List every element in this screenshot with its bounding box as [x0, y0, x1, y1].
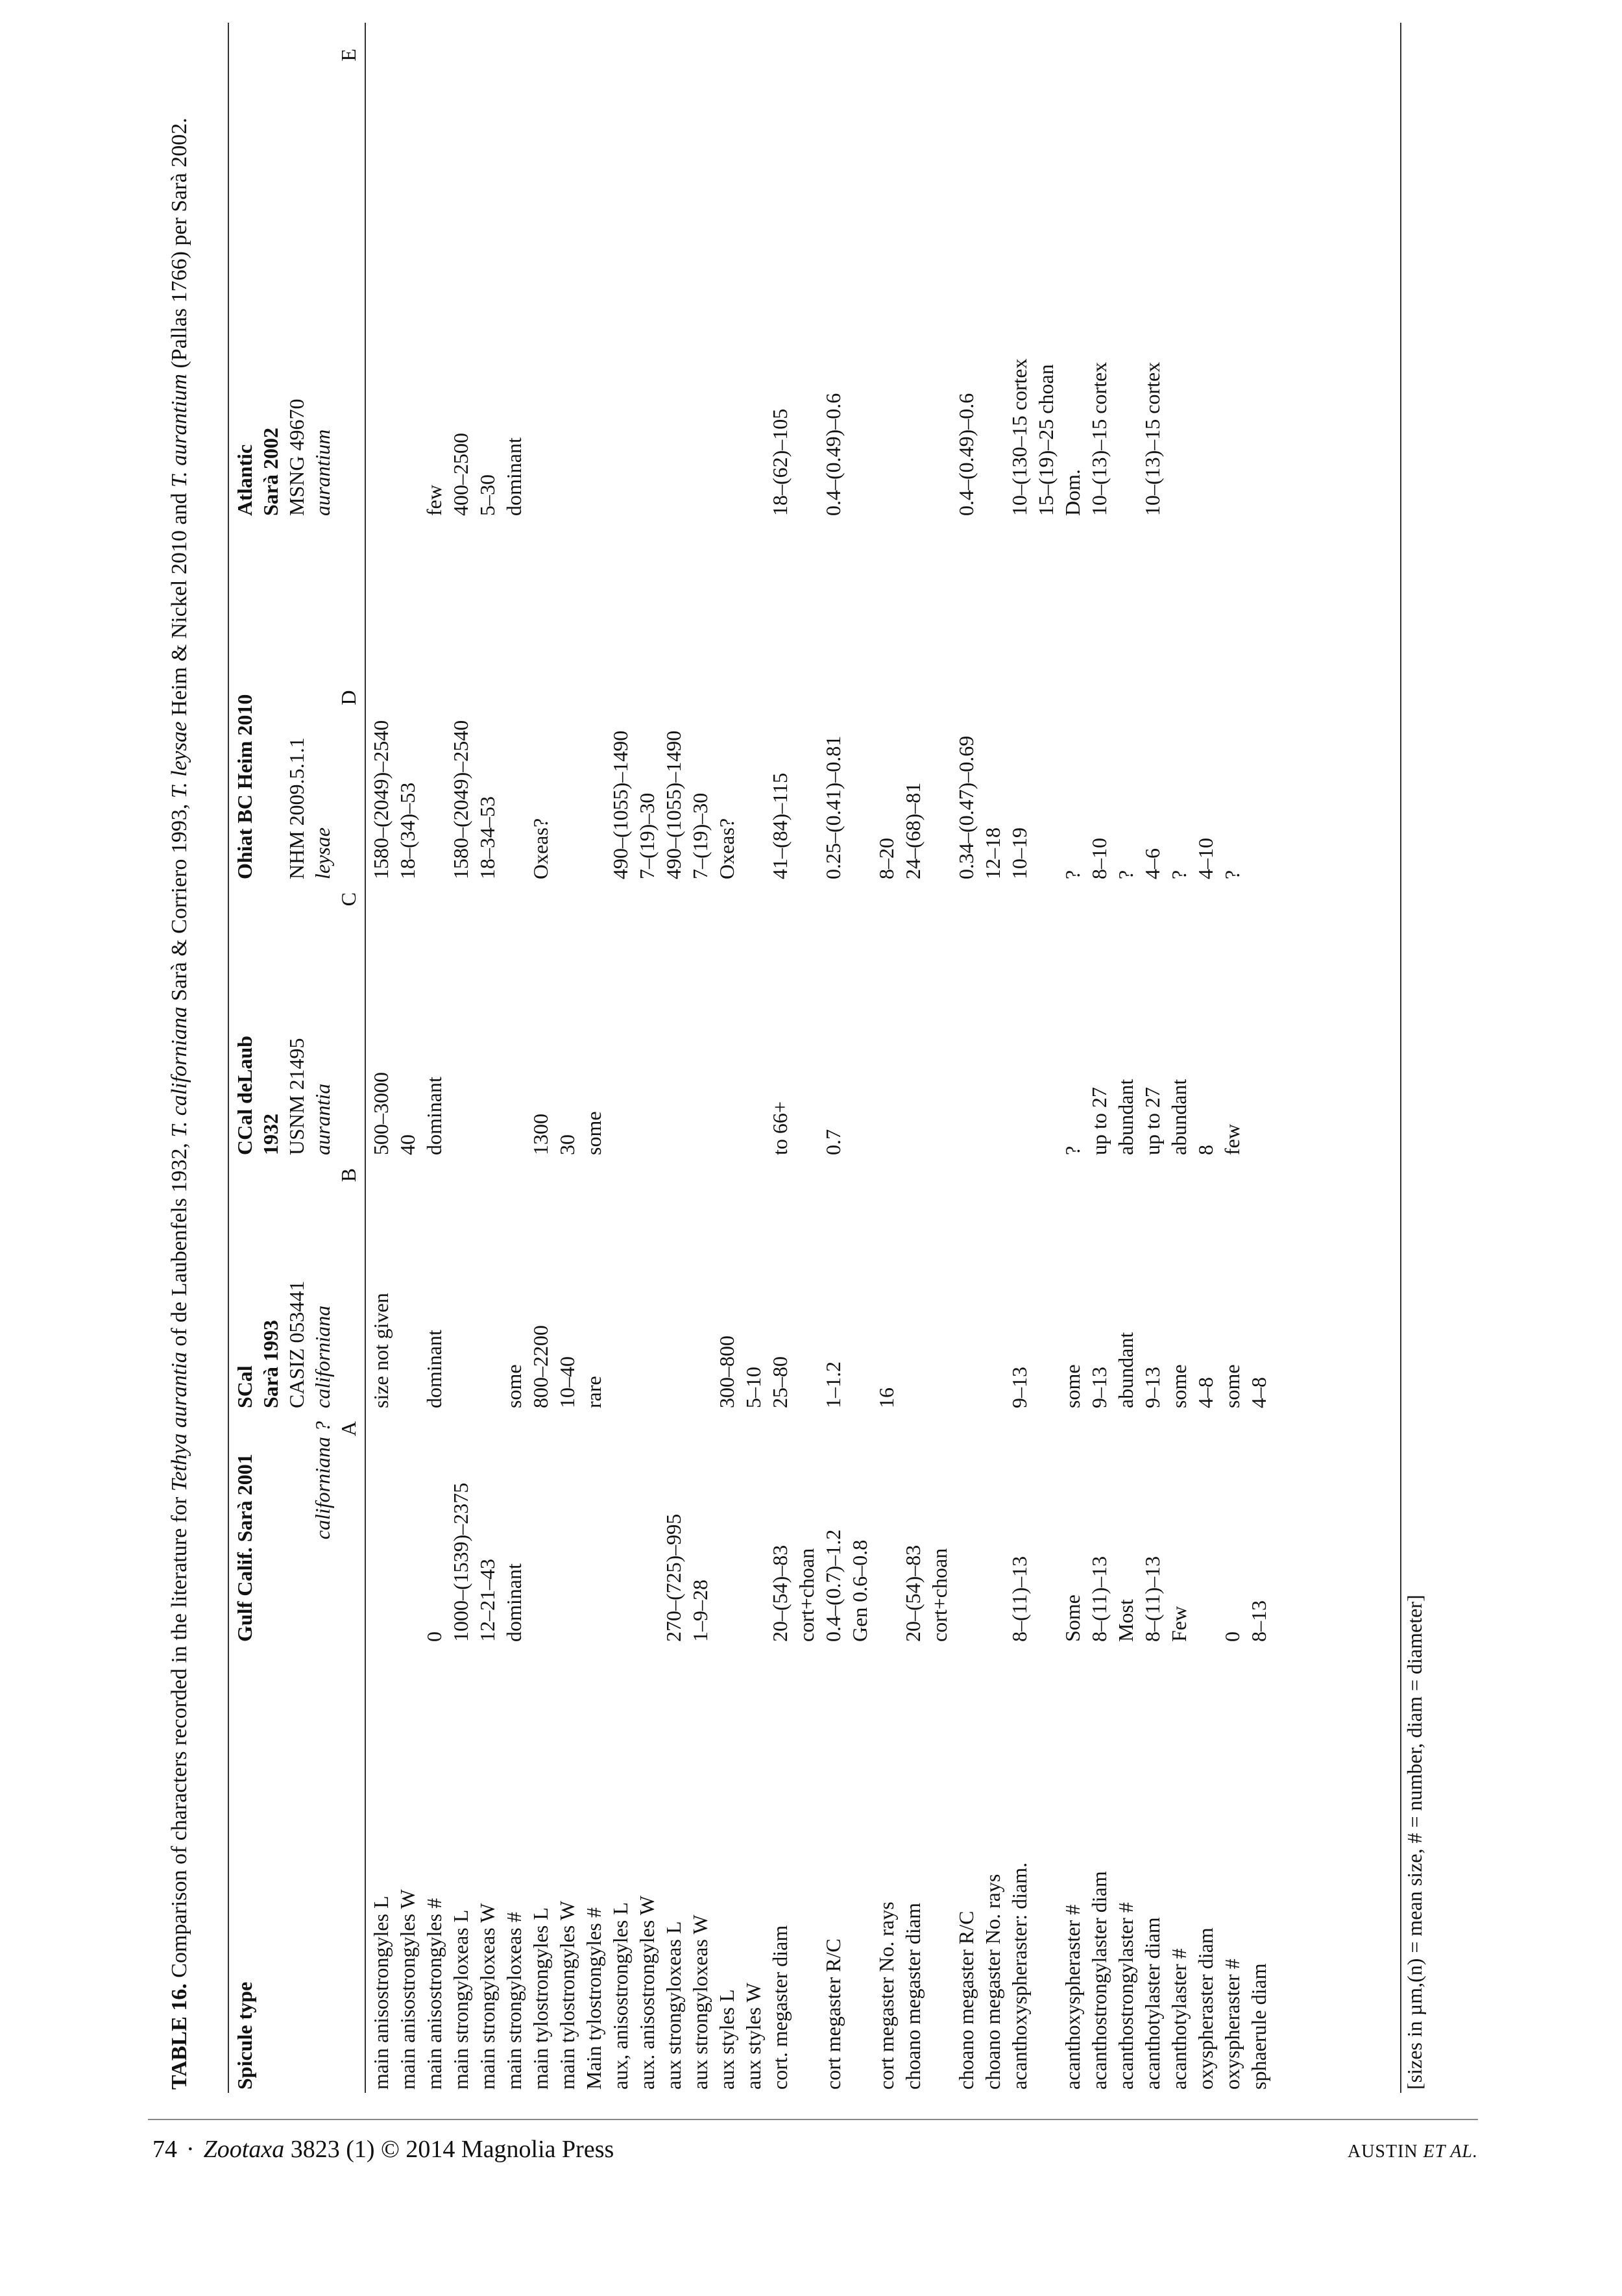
value-cell: 8–(11)–13	[1008, 1556, 1031, 1642]
value-cell	[554, 1408, 581, 1642]
value-cell: 9–13	[1141, 1367, 1164, 1408]
spicule-type-cell: main anisostrongyles L	[369, 1896, 393, 2090]
spicule-type-cell: aux strongyloxeas L	[662, 1921, 685, 2090]
value-cell	[368, 1408, 394, 1642]
spicule-type-cell: cort megaster R/C	[821, 1938, 845, 2090]
value-cell	[873, 36, 900, 516]
value-cell: 20–(54)–83	[901, 1545, 925, 1642]
spicule-type-cell: cort megaster No. rays	[875, 1901, 898, 2090]
value-cell	[554, 516, 581, 879]
value-cell: cort+choan	[795, 1548, 818, 1642]
value-cell: some	[502, 1364, 526, 1408]
value-cell	[714, 36, 740, 516]
value-cell	[474, 879, 501, 1155]
col-taxon-a: californiana ?	[311, 1421, 334, 1540]
table-row	[1246, 36, 1272, 2090]
col-head-c: CCal deLaub	[233, 1035, 256, 1155]
spicule-type-cell: main strongyloxeas W	[476, 1903, 499, 2090]
spicule-type-cell: acanthoxyspheraster #	[1061, 1904, 1084, 2090]
col-taxon-d: leysae	[311, 827, 334, 879]
value-cell	[527, 1408, 554, 1642]
col-head-d-line2	[258, 516, 284, 879]
table-row	[1166, 36, 1192, 2090]
value-cell	[581, 1408, 607, 1642]
value-cell: 40	[396, 1134, 419, 1155]
col-head-b: SCal	[233, 1365, 256, 1408]
value-cell	[1246, 36, 1272, 516]
value-cell: 0.4–(0.49)–0.6	[954, 393, 978, 516]
value-cell: 10–(130–15 cortex	[1008, 358, 1031, 516]
value-cell	[501, 879, 527, 1155]
value-cell: 400–2500	[449, 433, 472, 516]
value-cell	[926, 36, 953, 516]
value-cell: 1580–(2049)–2540	[369, 720, 393, 879]
value-cell	[1033, 1408, 1059, 1642]
value-cell	[607, 36, 634, 516]
value-cell	[1033, 1155, 1059, 1408]
caption-taxon: T. aurantium	[167, 374, 191, 488]
table-row	[394, 36, 421, 2090]
table-row	[740, 36, 767, 2090]
value-cell	[847, 879, 873, 1155]
value-cell: 41–(84)–115	[768, 772, 792, 879]
value-cell	[581, 516, 607, 879]
value-cell: ?	[1220, 870, 1244, 879]
value-cell	[953, 1408, 980, 1642]
value-cell	[394, 1408, 421, 1642]
value-cell: 0.4–(0.49)–0.6	[821, 393, 845, 516]
table-row	[448, 36, 474, 2090]
col-head-d: Ohiat BC Heim 2010	[233, 694, 256, 879]
value-cell: 24–(68)–81	[901, 782, 925, 879]
value-cell	[1166, 36, 1192, 516]
spicule-type-cell: sphaerule diam	[1247, 1963, 1270, 2090]
value-cell	[687, 36, 714, 516]
value-cell	[873, 1408, 900, 1642]
table-row	[581, 36, 607, 2090]
value-cell: ?	[1061, 870, 1084, 879]
value-cell: 0.34–(0.47)–0.69	[954, 735, 978, 879]
col-taxon-b: californiana	[311, 1305, 334, 1408]
bottom-rule	[1400, 23, 1401, 2093]
spicule-type-cell: main tylostrongyles W	[555, 1901, 579, 2090]
value-cell	[448, 1155, 474, 1408]
table-row	[900, 36, 926, 2090]
value-cell: Most	[1114, 1599, 1137, 1642]
value-cell	[634, 1408, 660, 1642]
journal-name: Zootaxa	[203, 2136, 285, 2163]
spicule-type-cell	[1033, 1642, 1059, 2090]
value-cell	[394, 1155, 421, 1408]
value-cell	[900, 1155, 926, 1408]
value-cell: 4–6	[1141, 848, 1164, 879]
col-letter-e: E	[337, 49, 360, 62]
value-cell: 490–(1055)–1490	[609, 730, 632, 879]
value-cell: few	[1220, 1124, 1244, 1155]
value-cell: 5–30	[476, 474, 499, 516]
spicule-type-cell: main tylostrongyles L	[529, 1907, 552, 2090]
value-cell	[793, 36, 820, 516]
value-cell	[687, 879, 714, 1155]
value-cell	[926, 1155, 953, 1408]
caption-text: Sarà & Corriero 1993,	[167, 798, 191, 1007]
value-cell	[607, 1408, 634, 1642]
value-cell: Oxeas?	[715, 818, 738, 879]
value-cell	[1219, 36, 1246, 516]
value-cell	[847, 36, 873, 516]
value-cell: 0.7	[821, 1129, 845, 1155]
value-cell	[793, 879, 820, 1155]
spicule-type-cell: acanthostrongylaster #	[1114, 1902, 1137, 2090]
table-header	[232, 36, 368, 2090]
value-cell: 18–(62)–105	[768, 408, 792, 516]
value-cell	[714, 879, 740, 1155]
table-row	[501, 36, 527, 2090]
value-cell	[634, 1155, 660, 1408]
table-row	[1006, 36, 1033, 2090]
table-row	[980, 36, 1006, 2090]
value-cell: 300–800	[715, 1336, 738, 1408]
spicule-type-cell: choano megaster R/C	[954, 1911, 978, 2090]
value-cell	[953, 879, 980, 1155]
value-cell: 4–8	[1194, 1377, 1217, 1408]
value-cell	[980, 879, 1006, 1155]
spicule-type-cell: main strongyloxeas L	[449, 1909, 472, 2090]
value-cell: some	[582, 1111, 605, 1155]
value-cell: abundant	[1114, 1079, 1137, 1155]
value-cell: some	[1220, 1364, 1244, 1408]
value-cell: 270–(725)–995	[662, 1513, 685, 1642]
value-cell: 8–(11)–13	[1141, 1556, 1164, 1642]
value-cell: 1300	[529, 1114, 552, 1155]
value-cell	[900, 36, 926, 516]
spicule-type-cell	[847, 1642, 873, 2090]
value-cell: 4–10	[1194, 838, 1217, 879]
value-cell	[1246, 516, 1272, 879]
caption-text: Comparison of characters recorded in the literature for	[167, 1491, 191, 1984]
table-row	[474, 36, 501, 2090]
caption-taxon: T. californiana	[167, 1007, 191, 1138]
top-rule	[228, 23, 229, 2093]
footer-rule	[148, 2119, 1478, 2120]
col-letter-c: C	[337, 892, 360, 907]
value-cell: 8–20	[875, 838, 898, 879]
value-cell: 30	[555, 1134, 579, 1155]
col-head-a: Gulf Calif. Sarà 2001	[233, 1454, 256, 1642]
value-cell	[847, 1155, 873, 1408]
value-cell: few	[422, 485, 446, 516]
spicule-type-cell	[793, 1642, 820, 2090]
spicule-type-cell: aux strongyloxeas W	[688, 1914, 712, 2090]
value-cell	[660, 36, 687, 516]
spicule-type-cell: oxyspheraster diam	[1194, 1927, 1217, 2090]
spicule-type-cell: aux styles L	[715, 1989, 738, 2090]
value-cell: 12–21–43	[476, 1559, 499, 1642]
value-cell	[501, 516, 527, 879]
table-row	[554, 36, 581, 2090]
value-cell: 9–13	[1087, 1367, 1111, 1408]
value-cell: Gen 0.6–0.8	[848, 1539, 871, 1642]
value-cell	[554, 36, 581, 516]
spicule-table	[232, 36, 1272, 2090]
spicule-type-cell: main strongyloxeas #	[502, 1912, 526, 2090]
value-cell: 490–(1055)–1490	[662, 730, 685, 879]
value-cell: cort+choan	[928, 1548, 951, 1642]
table-row	[793, 36, 820, 2090]
table-row	[873, 36, 900, 2090]
caption-text: Heim & Nickel 2010 and	[167, 487, 191, 722]
value-cell: dominant	[502, 437, 526, 516]
value-cell: ?	[1061, 1145, 1084, 1155]
value-cell: Few	[1167, 1606, 1191, 1642]
value-cell: 12–18	[981, 827, 1004, 879]
col-taxon-c: aurantia	[311, 1083, 334, 1155]
value-cell: 5–10	[742, 1367, 765, 1408]
value-cell	[607, 1155, 634, 1408]
spicule-type-cell: aux. anisostrongyles W	[635, 1896, 659, 2090]
col-taxon-e: aurantium	[311, 429, 334, 516]
copyright: © 2014 Magnolia Press	[381, 2136, 614, 2163]
table-row	[687, 36, 714, 2090]
value-cell	[1192, 1408, 1219, 1642]
table-row	[368, 36, 394, 2090]
value-cell	[793, 1155, 820, 1408]
authors-text: AUSTIN	[1347, 2142, 1423, 2162]
col-head-e-line2: Sarà 2002	[259, 428, 282, 516]
spicule-type-cell: choano megaster diam	[901, 1903, 925, 2090]
page-folio: 74 · Zootaxa 3823 (1) © 2014 Magnolia Press	[152, 2136, 614, 2163]
value-cell	[1192, 36, 1219, 516]
value-cell	[847, 516, 873, 879]
spicule-type-cell: Main tylostrongyles #	[582, 1907, 605, 2090]
value-cell: 10–19	[1008, 827, 1031, 879]
value-cell	[607, 879, 634, 1155]
table-row	[926, 36, 953, 2090]
value-cell	[1033, 516, 1059, 879]
value-cell	[740, 879, 767, 1155]
table-row	[660, 36, 687, 2090]
value-cell	[714, 1408, 740, 1642]
spicule-type-cell: aux styles W	[742, 1983, 765, 2090]
value-cell: Some	[1061, 1594, 1084, 1642]
table-row	[714, 36, 740, 2090]
value-cell: to 66+	[768, 1101, 792, 1155]
value-cell: size not given	[369, 1293, 393, 1408]
table-row	[1219, 36, 1246, 2090]
col-letter-d: D	[337, 690, 360, 705]
value-cell	[926, 879, 953, 1155]
spicule-type-cell: oxyspheraster #	[1220, 1959, 1244, 2090]
value-cell	[421, 516, 448, 879]
value-cell	[873, 879, 900, 1155]
authors-etal: ET AL.	[1423, 2142, 1478, 2162]
value-cell	[474, 1155, 501, 1408]
table-body	[368, 36, 1272, 2090]
table-row	[1086, 36, 1113, 2090]
value-cell: 1000–(1539)–2375	[449, 1482, 472, 1642]
value-cell: 16	[875, 1387, 898, 1408]
value-cell: 0.25–(0.41)–0.81	[821, 735, 845, 879]
value-cell: 8–(11)–13	[1087, 1556, 1111, 1642]
table-row	[1139, 36, 1166, 2090]
value-cell: some	[1167, 1364, 1191, 1408]
col-sub-c: USNM 21495	[285, 1038, 308, 1155]
value-cell: 9–13	[1008, 1367, 1031, 1408]
value-cell: rare	[582, 1376, 605, 1408]
caption-taxon: Tethya aurantia	[167, 1352, 191, 1492]
spicule-type-cell: main anisostrongyles #	[422, 1898, 446, 2090]
value-cell	[527, 36, 554, 516]
value-cell	[1006, 879, 1033, 1155]
col-head-c-line2: 1932	[259, 1114, 282, 1155]
value-cell: ?	[1167, 870, 1191, 879]
value-cell	[740, 516, 767, 879]
value-cell	[581, 36, 607, 516]
value-cell: 7–(19)–30	[635, 792, 659, 879]
col-sub-d: NHM 2009.5.1.1	[285, 737, 308, 879]
value-cell: 8–10	[1087, 838, 1111, 879]
col-head-spicule: Spicule type	[233, 1981, 256, 2090]
table-row	[847, 36, 873, 2090]
caption-text: (Pallas 1766) per Sarà 2002.	[167, 117, 191, 374]
value-cell: 25–80	[768, 1356, 792, 1408]
value-cell: 10–(13)–15 cortex	[1141, 361, 1164, 516]
table-row	[767, 36, 793, 2090]
value-cell	[980, 36, 1006, 516]
value-cell	[980, 1408, 1006, 1642]
value-cell: up to 27	[1141, 1087, 1164, 1155]
col-head-e: Atlantic	[233, 444, 256, 516]
col-letter-b: B	[337, 1168, 360, 1182]
running-authors	[1348, 2142, 1478, 2162]
value-cell: 500–3000	[369, 1072, 393, 1155]
caption-text: of de Laubenfels 1932,	[167, 1137, 191, 1352]
value-cell: ?	[1114, 870, 1137, 879]
spicule-type-cell: main anisostrongyles W	[396, 1889, 419, 2090]
col-head-b-line2: Sarà 1993	[259, 1320, 282, 1408]
table-label: TABLE 16.	[167, 1983, 191, 2090]
table-row	[1113, 36, 1139, 2090]
col-sub-e: MSNG 49670	[285, 398, 308, 516]
value-cell: 0	[1220, 1631, 1244, 1642]
value-cell: 0.4–(0.7)–1.2	[821, 1529, 845, 1642]
value-cell: 10–(13)–15 cortex	[1087, 361, 1111, 516]
value-cell: 1580–(2049)–2540	[449, 720, 472, 879]
value-cell	[953, 1155, 980, 1408]
rotated-table-block	[159, 0, 1444, 2103]
value-cell: dominant	[502, 1563, 526, 1642]
table-row	[527, 36, 554, 2090]
value-cell: abundant	[1114, 1332, 1137, 1408]
value-cell	[394, 36, 421, 516]
value-cell	[448, 879, 474, 1155]
value-cell: 7–(19)–30	[688, 792, 712, 879]
value-cell	[687, 1155, 714, 1408]
value-cell	[660, 879, 687, 1155]
spicule-type-cell: choano megaster No. rays	[981, 1874, 1004, 2090]
spicule-type-cell	[926, 1642, 953, 2090]
value-cell: some	[1061, 1364, 1084, 1408]
value-cell: Dom.	[1061, 469, 1084, 516]
value-cell: Oxeas?	[529, 818, 552, 879]
value-cell	[740, 36, 767, 516]
spicule-type-cell: acanthotylaster diam	[1141, 1917, 1164, 2090]
value-cell: 10–40	[555, 1356, 579, 1408]
value-cell: 18–(34)–53	[396, 782, 419, 879]
table-row	[1192, 36, 1219, 2090]
page-number: 74	[152, 2136, 177, 2163]
value-cell: 8–13	[1247, 1600, 1270, 1642]
col-letter-a: A	[337, 1421, 360, 1437]
value-cell	[1033, 879, 1059, 1155]
value-cell	[1246, 879, 1272, 1155]
spicule-type-cell: cort. megaster diam	[768, 1925, 792, 2090]
value-cell	[368, 36, 394, 516]
value-cell: 8	[1194, 1145, 1217, 1155]
col-sub-a	[284, 1408, 309, 1642]
value-cell: dominant	[422, 1330, 446, 1408]
table-row	[607, 36, 634, 2090]
caption-taxon: T. leysae	[167, 721, 191, 799]
value-cell: 0	[422, 1631, 446, 1642]
value-cell	[660, 1155, 687, 1408]
value-cell: 15–(19)–25 choan	[1034, 364, 1058, 516]
value-cell	[634, 879, 660, 1155]
value-cell	[900, 879, 926, 1155]
table-row	[820, 36, 847, 2090]
table-row	[421, 36, 448, 2090]
value-cell	[926, 516, 953, 879]
table-row	[634, 36, 660, 2090]
value-cell	[740, 1408, 767, 1642]
value-cell: abundant	[1167, 1079, 1191, 1155]
journal-issue: 3823 (1)	[290, 2136, 375, 2163]
value-cell: 800–2200	[529, 1325, 552, 1408]
value-cell: up to 27	[1087, 1087, 1111, 1155]
col-sub-b: CASIZ 053441	[285, 1280, 308, 1408]
value-cell: dominant	[422, 1077, 446, 1155]
table-row	[1033, 36, 1059, 2090]
table-footnote: [sizes in µm,(n) = mean size, # = number, diam = diameter]	[1403, 1594, 1426, 2090]
value-cell	[634, 36, 660, 516]
table-row	[1059, 36, 1086, 2090]
table-caption	[165, 26, 194, 2090]
spicule-type-cell: acanthotylaster #	[1167, 1948, 1191, 2090]
value-cell: 1–9–28	[688, 1580, 712, 1642]
value-cell	[793, 516, 820, 879]
spicule-type-cell: acanthoxyspheraster: diam.	[1008, 1862, 1031, 2090]
value-cell: 18–34–53	[476, 796, 499, 879]
value-cell	[980, 1155, 1006, 1408]
value-cell: 20–(54)–83	[768, 1545, 792, 1642]
col-head-a-line2	[258, 1408, 284, 1642]
spicule-type-cell: acanthostrongylaster diam	[1087, 1871, 1111, 2090]
value-cell	[1113, 36, 1139, 516]
value-cell: 4–8	[1247, 1377, 1270, 1408]
spicule-type-cell: aux, anisostrongyles L	[609, 1902, 632, 2090]
value-cell: 1–1.2	[821, 1362, 845, 1408]
table-row	[953, 36, 980, 2090]
